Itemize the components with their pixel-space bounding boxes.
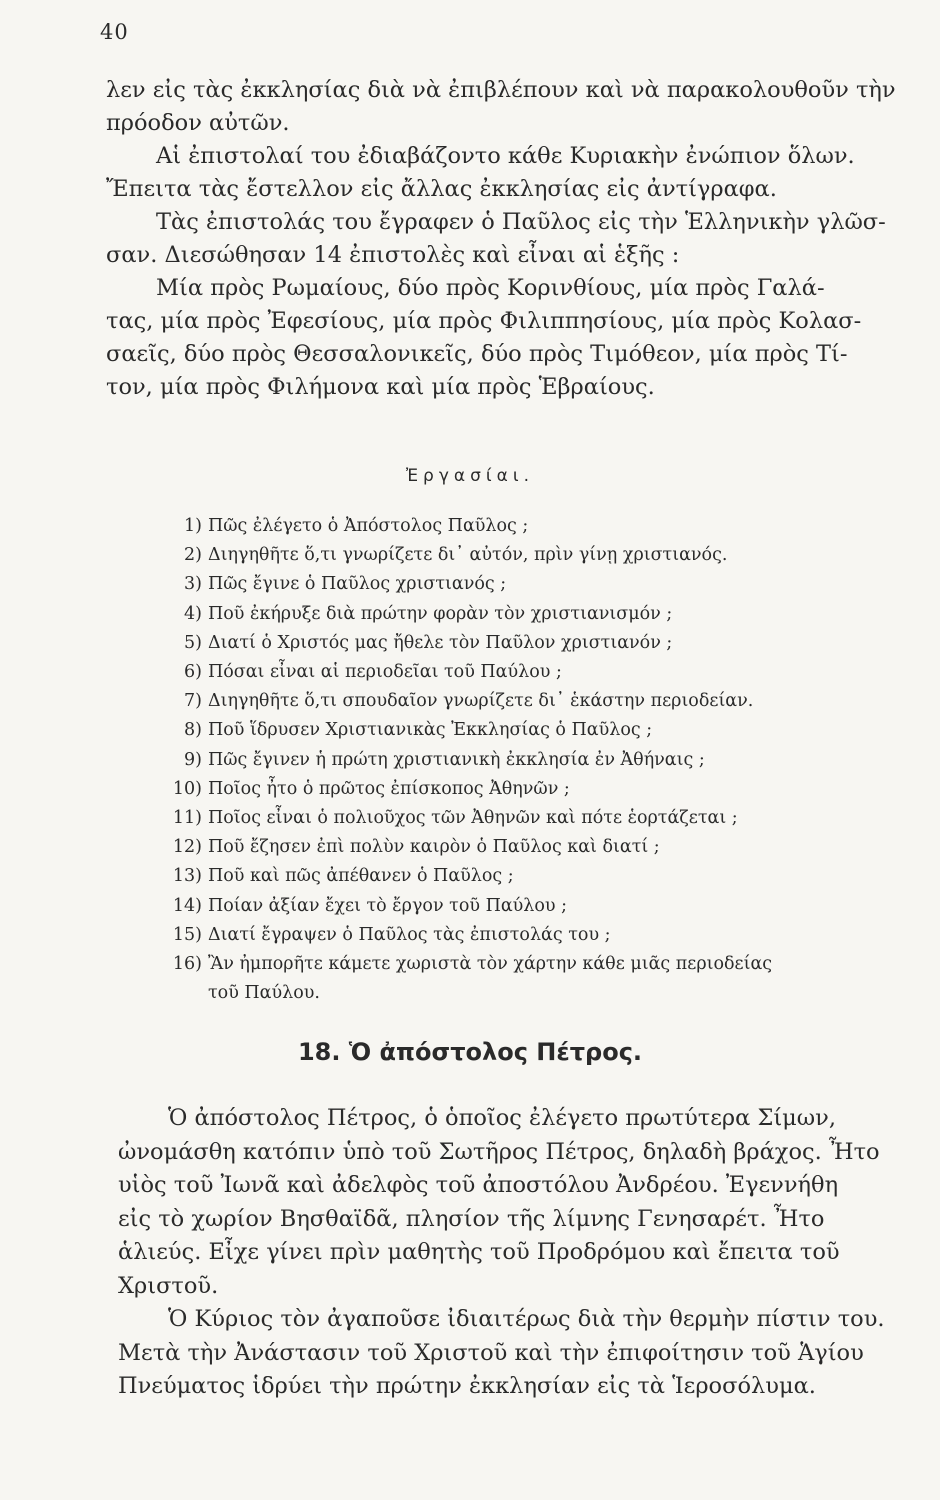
exercise-text: Διηγηθῆτε ὅ,τι γνωρίζετε δι᾽ αὐτόν, πρὶν γίνῃ χριστιανός. [208, 545, 728, 566]
text-line: Χριστοῦ. [118, 1272, 219, 1299]
text-line: Μετὰ τὴν Ἀνάστασιν τοῦ Χριστοῦ καὶ τὴν ἐπιφοίτησιν τοῦ Ἁγίου [118, 1339, 864, 1366]
exercise-text: Διατί ὁ Χριστός μας ἤθελε τὸν Παῦλον χριστιανόν ; [208, 632, 673, 653]
chapter-title: 18. Ὁ ἀπόστολος Πέτρος. [297, 1038, 643, 1066]
page-number: 40 [100, 20, 129, 44]
exercise-item [150, 512, 920, 541]
text-line: υἱὸς τοῦ Ἰωνᾶ καὶ ἀδελφὸς τοῦ ἀποστόλου Ἀνδρέου. Ἐγεννήθη [118, 1172, 839, 1198]
text-line: Ὁ ἀπόστολος Πέτρος, ὁ ὁποῖος ἐλέγετο πρωτύτερα Σίμων, [168, 1105, 836, 1131]
text-line: Ἔπειτα τὰς ἔστελλον εἰς ἄλλας ἐκκλησίας εἰς ἀντίγραφα. [106, 176, 777, 202]
exercise-item [150, 804, 920, 833]
exercise-item [150, 775, 920, 804]
exercise-number: 5) [184, 632, 202, 653]
exercises-heading: Ἐργασίαι. [405, 466, 535, 486]
exercise-item [150, 570, 920, 599]
exercise-text: Πῶς ἐλέγετο ὁ Ἀπόστολος Παῦλος ; [208, 516, 529, 536]
text-line: Μία πρὸς Ρωμαίους, δύο πρὸς Κορινθίους, μία πρὸς Γαλά- [156, 275, 825, 301]
text-line: λεν εἰς τὰς ἐκκλησίας διὰ νὰ ἐπιβλέπουν καὶ νὰ παρακολουθοῦν τὴν [106, 77, 896, 103]
exercise-number: 7) [184, 691, 202, 712]
exercise-item [150, 921, 920, 950]
text-line: ὠνομάσθη κατόπιν ὑπὸ τοῦ Σωτῆρος Πέτρος, δηλαδὴ βράχος. Ἦτο [118, 1138, 880, 1165]
exercise-item [150, 629, 920, 658]
exercise-number: 9) [184, 749, 202, 770]
exercise-continuation: τοῦ Παύλου. [208, 983, 320, 1004]
exercise-number: 3) [184, 574, 202, 595]
exercise-text: Ποῦ καὶ πῶς ἀπέθανεν ὁ Παῦλος ; [208, 866, 514, 887]
exercise-item [150, 833, 920, 862]
exercise-item [150, 687, 920, 716]
exercise-number: 15) [172, 924, 202, 945]
text-line: Τὰς ἐπιστολάς του ἔγραφεν ὁ Παῦλος εἰς τὴν Ἑλληνικὴν γλῶσ- [156, 209, 886, 235]
exercise-number: 12) [172, 837, 202, 858]
exercise-number: 4) [184, 603, 202, 624]
exercise-item [150, 862, 920, 891]
exercise-number: 16) [172, 954, 202, 975]
exercise-item [150, 716, 920, 745]
exercises-list [150, 512, 920, 1008]
exercise-item [150, 658, 920, 687]
exercise-number: 1) [184, 516, 202, 536]
exercise-item [150, 541, 920, 570]
exercise-item [150, 600, 920, 629]
exercise-number: 14) [172, 895, 202, 916]
text-line: Αἱ ἐπιστολαί του ἐδιαβάζοντο κάθε Κυριακὴν ἐνώπιον ὅλων. [156, 143, 855, 169]
chapter-paragraphs [118, 1102, 918, 1404]
exercise-text: Πῶς ἔγινε ὁ Παῦλος χριστιανός ; [208, 574, 507, 595]
text-line: τον, μία πρὸς Φιλήμονα καὶ μία πρὸς Ἑβραίους. [106, 374, 655, 400]
exercise-number: 8) [184, 720, 202, 741]
text-line: πρόοδον αὐτῶν. [106, 110, 290, 136]
text-line: σαεῖς, δύο πρὸς Θεσσαλονικεῖς, δύο πρὸς Τιμόθεον, μία πρὸς Τί- [106, 341, 848, 367]
intro-paragraphs [106, 74, 906, 404]
exercise-number: 2) [184, 545, 202, 566]
exercise-number: 13) [172, 866, 202, 887]
exercise-text: Πῶς ἔγινεν ἡ πρώτη χριστιανικὴ ἐκκλησία ἐν Ἀθήναις ; [208, 749, 705, 770]
text-line: σαν. Διεσώθησαν 14 ἐπιστολὲς καὶ εἶναι αἱ ἑξῆς : [106, 242, 680, 268]
text-line: εἰς τὸ χωρίον Βησθαϊδᾶ, πλησίον τῆς λίμνης Γενησαρέτ. Ἦτο [118, 1205, 825, 1232]
exercise-number: 11) [172, 808, 202, 829]
exercise-text: Διατί ἔγραψεν ὁ Παῦλος τὰς ἐπιστολάς του ; [208, 924, 611, 945]
exercise-number: 10) [172, 778, 202, 799]
text-line: τας, μία πρὸς Ἐφεσίους, μία πρὸς Φιλιππησίους, μία πρὸς Κολασ- [106, 308, 862, 334]
exercise-text: Πόσαι εἶναι αἱ περιοδεῖαι τοῦ Παύλου ; [208, 662, 562, 683]
exercise-text: Ποῖος εἶναι ὁ πολιοῦχος τῶν Ἀθηνῶν καὶ πότε ἑορτάζεται ; [208, 808, 738, 829]
text-line: ἁλιεύς. Εἶχε γίνει πρὶν μαθητὴς τοῦ Προδρόμου καὶ ἔπειτα τοῦ [118, 1239, 840, 1265]
exercise-text: Ἂν ἠμπορῆτε κάμετε χωριστὰ τὸν χάρτην κάθε μιᾶς περιοδείας [208, 954, 773, 975]
exercise-text: Ποῖος ἦτο ὁ πρῶτος ἐπίσκοπος Ἀθηνῶν ; [208, 778, 570, 799]
exercise-item [150, 746, 920, 775]
exercise-text: Διηγηθῆτε ὅ,τι σπουδαῖον γνωρίζετε δι᾽ ἑκάστην περιοδείαν. [208, 691, 754, 712]
text-line: Ὁ Κύριος τὸν ἀγαποῦσε ἰδιαιτέρως διὰ τὴν θερμὴν πίστιν του. [168, 1306, 885, 1332]
exercise-text: Ποῦ ἵδρυσεν Χριστιανικὰς Ἐκκλησίας ὁ Παῦλος ; [208, 720, 653, 741]
exercise-text: Ποῦ ἔζησεν ἐπὶ πολὺν καιρὸν ὁ Παῦλος καὶ διατί ; [208, 837, 660, 858]
exercise-number: 6) [184, 662, 202, 683]
exercise-text: Ποίαν ἀξίαν ἔχει τὸ ἔργον τοῦ Παύλου ; [208, 895, 568, 916]
exercise-item [150, 892, 920, 921]
exercise-text: Ποῦ ἐκήρυξε διὰ πρώτην φορὰν τὸν χριστιανισμόν ; [208, 603, 673, 624]
exercise-item [150, 950, 920, 979]
text-line: Πνεύματος ἱδρύει τὴν πρώτην ἐκκλησίαν εἰς τὰ Ἱεροσόλυμα. [118, 1373, 816, 1399]
